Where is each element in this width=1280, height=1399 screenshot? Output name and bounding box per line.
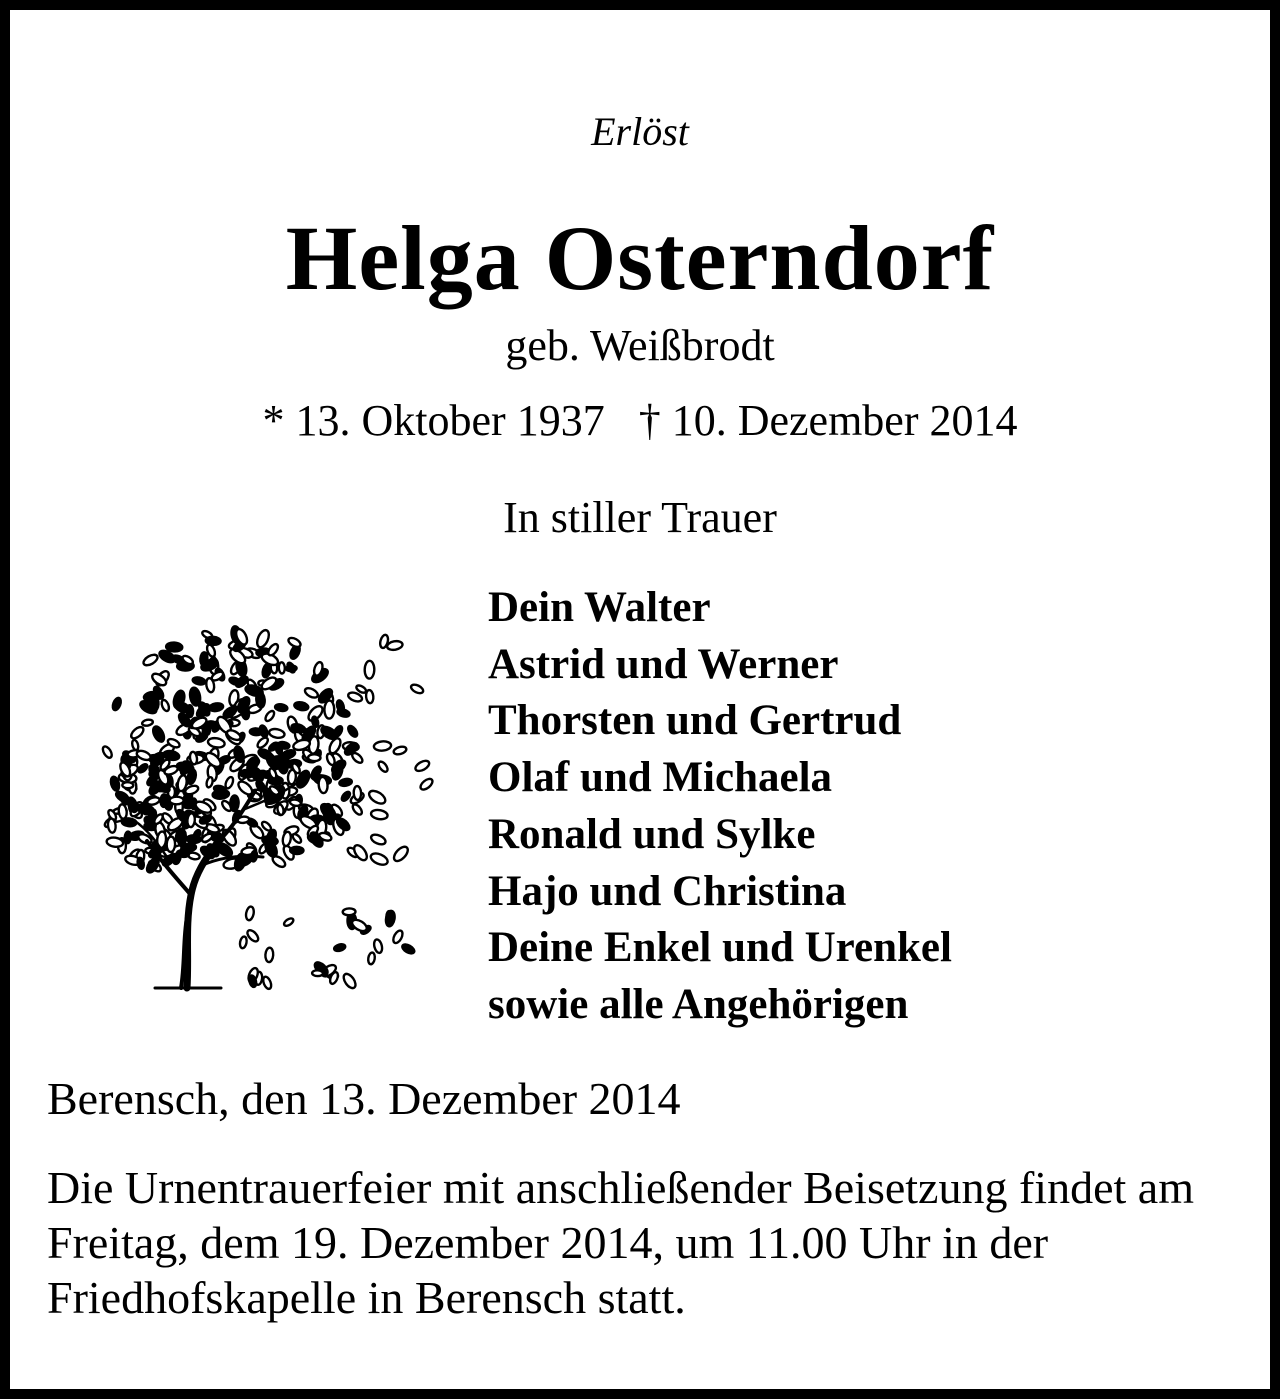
service-announcement: Die Urnentrauerfeier mit anschließender Beisetzung findet am Freitag, dem 19. Dezember 2014, um 11.00 Uhr in der Friedhofskapelle in Berensch statt.: [47, 1162, 1194, 1323]
mourner-item: Hajo und Christina: [488, 867, 847, 915]
birth-name: geb. Weißbrodt: [505, 321, 775, 370]
mourner-item: Thorsten und Gertrud: [488, 697, 902, 745]
mourner-item: sowie alle Angehörigen: [488, 980, 909, 1028]
mourners-list: [488, 580, 952, 1034]
mourner-item: Dein Walter: [488, 584, 711, 631]
mourning-line: In stiller Trauer: [503, 493, 777, 542]
windblown-tree-icon: [95, 595, 440, 1000]
birth-date: * 13. Oktober 1937: [262, 396, 605, 445]
mourner-item: Astrid und Werner: [488, 640, 839, 688]
mourner-item: Ronald und Sylke: [488, 810, 816, 858]
mourner-item: Deine Enkel und Urenkel: [488, 924, 952, 972]
life-dates: [10, 395, 1270, 446]
place-date: Berensch, den 13. Dezember 2014: [47, 1073, 681, 1124]
deceased-name: Helga Osterndorf: [285, 207, 995, 309]
mourner-item: Olaf und Michaela: [488, 754, 833, 802]
death-date: † 10. Dezember 2014: [638, 396, 1018, 445]
intro-word: Erlöst: [591, 109, 689, 154]
